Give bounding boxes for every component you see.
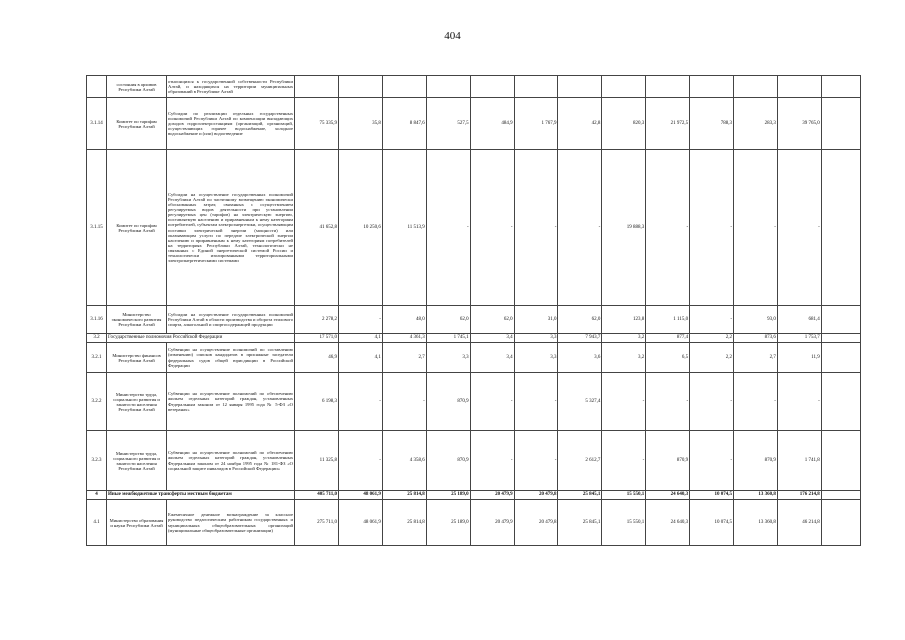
row-value: 2 612,7	[558, 431, 602, 491]
row-value	[514, 76, 558, 98]
row-value: 7 943,7	[558, 334, 602, 343]
row-code	[87, 76, 107, 98]
row-value	[821, 76, 860, 98]
row-organization: Министерство труда, социального развития и занятости населения Республики Алтай	[107, 373, 167, 431]
row-value: 62,0	[426, 306, 470, 334]
row-description: Субвенции на осуществление полномочий по обеспечению жильем отдельных категорий граждан, установленных Федеральным законом от 12 января 1995 года № 5-ФЗ «О ветеранах»	[167, 373, 295, 431]
row-value: 15 550,1	[602, 500, 646, 546]
row-value: -	[646, 150, 690, 306]
row-value: 25 845,1	[558, 491, 602, 500]
budget-table	[86, 75, 861, 546]
row-code: 3.1.15	[87, 150, 107, 306]
row-value: -	[339, 373, 383, 431]
row-value: -	[690, 150, 734, 306]
row-value: 2,7	[734, 343, 778, 373]
row-value	[734, 76, 778, 98]
row-value: 3,3	[426, 343, 470, 373]
table-row	[87, 306, 861, 334]
table-row	[87, 334, 861, 343]
row-value: 11,9	[777, 343, 821, 373]
row-value: 877,4	[646, 334, 690, 343]
row-value: 873,6	[734, 334, 778, 343]
row-value: -	[734, 150, 778, 306]
row-value: 1 115,0	[646, 306, 690, 334]
row-value: 42,8	[558, 98, 602, 150]
row-organization: Комитет по тарифам Республики Алтай	[107, 150, 167, 306]
row-value	[646, 76, 690, 98]
row-total: 275 711,0	[295, 500, 339, 546]
table-row	[87, 373, 861, 431]
row-value: -	[646, 373, 690, 431]
row-total: 75 335,9	[295, 98, 339, 150]
row-value	[821, 334, 860, 343]
row-value	[339, 76, 383, 98]
row-value: -	[602, 373, 646, 431]
row-value: 48 061,9	[339, 500, 383, 546]
row-value: 20 479,9	[470, 491, 514, 500]
row-value: 3,4	[470, 334, 514, 343]
table-row	[87, 76, 861, 98]
row-value: -	[734, 373, 778, 431]
row-value	[821, 491, 860, 500]
row-value: 21 972,5	[646, 98, 690, 150]
row-value	[382, 76, 426, 98]
row-value: 24 640,3	[646, 500, 690, 546]
row-description: относящихся к государственной собственности Республики Алтай, и находящихся на территории муниципальных образований в Республике Алтай	[167, 76, 295, 98]
row-organization: Комитет по тарифам Республики Алтай	[107, 98, 167, 150]
row-value: 681,4	[777, 306, 821, 334]
row-value: -	[514, 431, 558, 491]
row-value: -	[514, 373, 558, 431]
row-value: 31,0	[514, 306, 558, 334]
row-value: 820,3	[602, 98, 646, 150]
row-value: 870,9	[426, 431, 470, 491]
row-organization: Министерство финансов Республики Алтай	[107, 343, 167, 373]
row-code: 3.2	[87, 334, 107, 343]
row-code: 3.1.14	[87, 98, 107, 150]
row-value: 13 360,8	[734, 491, 778, 500]
row-value: 3,3	[514, 334, 558, 343]
row-value	[821, 150, 860, 306]
row-total: 6 198,3	[295, 373, 339, 431]
row-total: 2 278,2	[295, 306, 339, 334]
row-total: 405 711,0	[295, 491, 339, 500]
row-value	[821, 500, 860, 546]
row-description: Ежемесячное денежное вознаграждение за классное руководство педагогическим работникам государственных и муниципальных общеобразовательных организаций (муниципальные общеобразовательные организации)	[167, 500, 295, 546]
row-value: 870,9	[734, 431, 778, 491]
row-value: -	[470, 373, 514, 431]
row-code: 3.2.2	[87, 373, 107, 431]
row-value: 870,9	[646, 431, 690, 491]
row-value: 484,9	[470, 98, 514, 150]
row-value: -	[777, 373, 821, 431]
row-value: 1 741,8	[777, 431, 821, 491]
row-organization: состояния в архивов Республики Алтай	[107, 76, 167, 98]
row-code: 4	[87, 491, 107, 500]
row-value: 283,3	[734, 98, 778, 150]
row-value: 4,1	[339, 334, 383, 343]
row-value: 25 814,8	[382, 491, 426, 500]
row-value: 62,0	[558, 306, 602, 334]
row-value	[558, 76, 602, 98]
row-value: -	[690, 306, 734, 334]
row-value: 39 765,0	[777, 98, 821, 150]
row-value: -	[602, 431, 646, 491]
table-row	[87, 431, 861, 491]
row-total: 41 652,8	[295, 150, 339, 306]
row-total: 46,9	[295, 343, 339, 373]
row-value: 3,2	[602, 343, 646, 373]
row-value: 2,2	[690, 343, 734, 373]
row-value: 8 847,6	[382, 98, 426, 150]
row-code: 3.2.3	[87, 431, 107, 491]
row-organization: Министерство образования и науки Республики Алтай	[107, 500, 167, 546]
row-code: 4.1	[87, 500, 107, 546]
row-value: -	[339, 431, 383, 491]
row-code: 3.2.1	[87, 343, 107, 373]
row-value	[602, 76, 646, 98]
row-value: 46 214,8	[777, 500, 821, 546]
row-value: 788,3	[690, 98, 734, 150]
table-row	[87, 491, 861, 500]
row-value: 3,3	[514, 343, 558, 373]
row-value: 1 753,7	[777, 334, 821, 343]
row-value: 123,8	[602, 306, 646, 334]
row-value: 20 479,8	[514, 491, 558, 500]
row-code: 3.1.16	[87, 306, 107, 334]
row-value: 11 513,9	[382, 150, 426, 306]
row-value: 5 327,4	[558, 373, 602, 431]
row-value: 3,4	[470, 343, 514, 373]
row-total: 17 571,0	[295, 334, 339, 343]
page-number: 404	[444, 30, 461, 42]
row-value	[777, 76, 821, 98]
row-description: Субсидии по реализации отдельных государственных полномочий Республики Алтай по компенсации выпадающих доходов гидроэлектростанциям (организаций, организаций, осуществляющих горячее водоснабжение, холодное водоснабжение и (или) водоотведение	[167, 98, 295, 150]
row-value: 4 361,3	[382, 334, 426, 343]
row-value: -	[426, 150, 470, 306]
row-total	[295, 76, 339, 98]
row-value: 176 214,8	[777, 491, 821, 500]
row-value: 2,7	[382, 343, 426, 373]
row-value	[690, 76, 734, 98]
row-organization: Министерство труда, социального развития и занятости населения Республики Алтай	[107, 431, 167, 491]
row-value	[821, 373, 860, 431]
row-value: 10 250,6	[339, 150, 383, 306]
row-value	[821, 98, 860, 150]
row-value: -	[690, 431, 734, 491]
row-value	[470, 76, 514, 98]
row-value: 10 074,5	[690, 491, 734, 500]
row-organization: Министерство экономического развития Республики Алтай	[107, 306, 167, 334]
row-section-title: Государственные полномочия Российской Федерации	[107, 334, 295, 343]
row-value: 13 360,8	[734, 500, 778, 546]
row-value: 1 767,9	[514, 98, 558, 150]
row-section-title: Иные межбюджетные трансферты местным бюджетам	[107, 491, 295, 500]
row-description: Субсидии на осуществление государственных полномочий Республики Алтай в области производства и оборота этилового спирта, алкогольной и спиртосодержащей продукции	[167, 306, 295, 334]
row-value: 6,5	[646, 343, 690, 373]
row-description: Субсидии на осуществление государственных полномочий Республики Алтай по частичному возмещению экономически обоснованных затрат, связанных с осуществлением регулируемых видов деятельности при установлении регулируемых цен (тарифов) на электрическую энергию, поставляемую населению и приравненным к нему категориям потребителей, субъектам электроэнергетики, осуществляющим поставки электрической энергии (мощности) или оказывающим услуги по передаче электрической энергии населению и приравненным к нему категориям потребителей на территориях Республики Алтай, технологически не связанных с Единой энергетической системой России и технологически изолированными территориальными электроэнергетическими системами	[167, 150, 295, 306]
row-value: -	[514, 150, 558, 306]
row-value: 4,1	[339, 343, 383, 373]
row-value: -	[470, 431, 514, 491]
row-value	[821, 431, 860, 491]
row-value: 3,6	[558, 343, 602, 373]
row-value	[821, 306, 860, 334]
row-value: 48 061,9	[339, 491, 383, 500]
row-value: 15 550,1	[602, 491, 646, 500]
row-value: -	[382, 373, 426, 431]
row-total: 11 325,8	[295, 431, 339, 491]
row-value: 24 640,3	[646, 491, 690, 500]
row-value: 25 814,8	[382, 500, 426, 546]
table-row	[87, 500, 861, 546]
row-value: 25 845,1	[558, 500, 602, 546]
row-value: 35,8	[339, 98, 383, 150]
row-value: 19 888,3	[602, 150, 646, 306]
row-value: -	[339, 306, 383, 334]
row-value: 527,5	[426, 98, 470, 150]
row-value: 93,0	[734, 306, 778, 334]
table-row	[87, 343, 861, 373]
row-value: -	[558, 150, 602, 306]
row-value: 25 189,0	[426, 500, 470, 546]
row-value: 48,0	[382, 306, 426, 334]
row-value: 62,0	[470, 306, 514, 334]
row-value: 4 358,6	[382, 431, 426, 491]
row-value: -	[470, 150, 514, 306]
row-description: Субвенции на осуществление полномочий по обеспечению жильем отдельных категорий граждан, установленных Федеральным законом от 24 ноября 1995 года № 181-ФЗ «О социальной защите инвалидов в Российской Федерации»	[167, 431, 295, 491]
row-value	[426, 76, 470, 98]
row-description: Субвенции на осуществление полномочий по составлению (изменению) списков кандидатов в присяжные заседатели федеральных судов общей юрисдикции в Российской Федерации	[167, 343, 295, 373]
row-value: 870,9	[426, 373, 470, 431]
row-value: 3,2	[602, 334, 646, 343]
row-value: -	[690, 373, 734, 431]
table-row	[87, 98, 861, 150]
row-value: 25 189,0	[426, 491, 470, 500]
row-value: 10 074,5	[690, 500, 734, 546]
row-value: 20 479,9	[470, 500, 514, 546]
table-row	[87, 150, 861, 306]
row-value: 20 479,8	[514, 500, 558, 546]
row-value: -	[777, 150, 821, 306]
row-value	[821, 343, 860, 373]
row-value: 2,2	[690, 334, 734, 343]
row-value: 1 745,1	[426, 334, 470, 343]
